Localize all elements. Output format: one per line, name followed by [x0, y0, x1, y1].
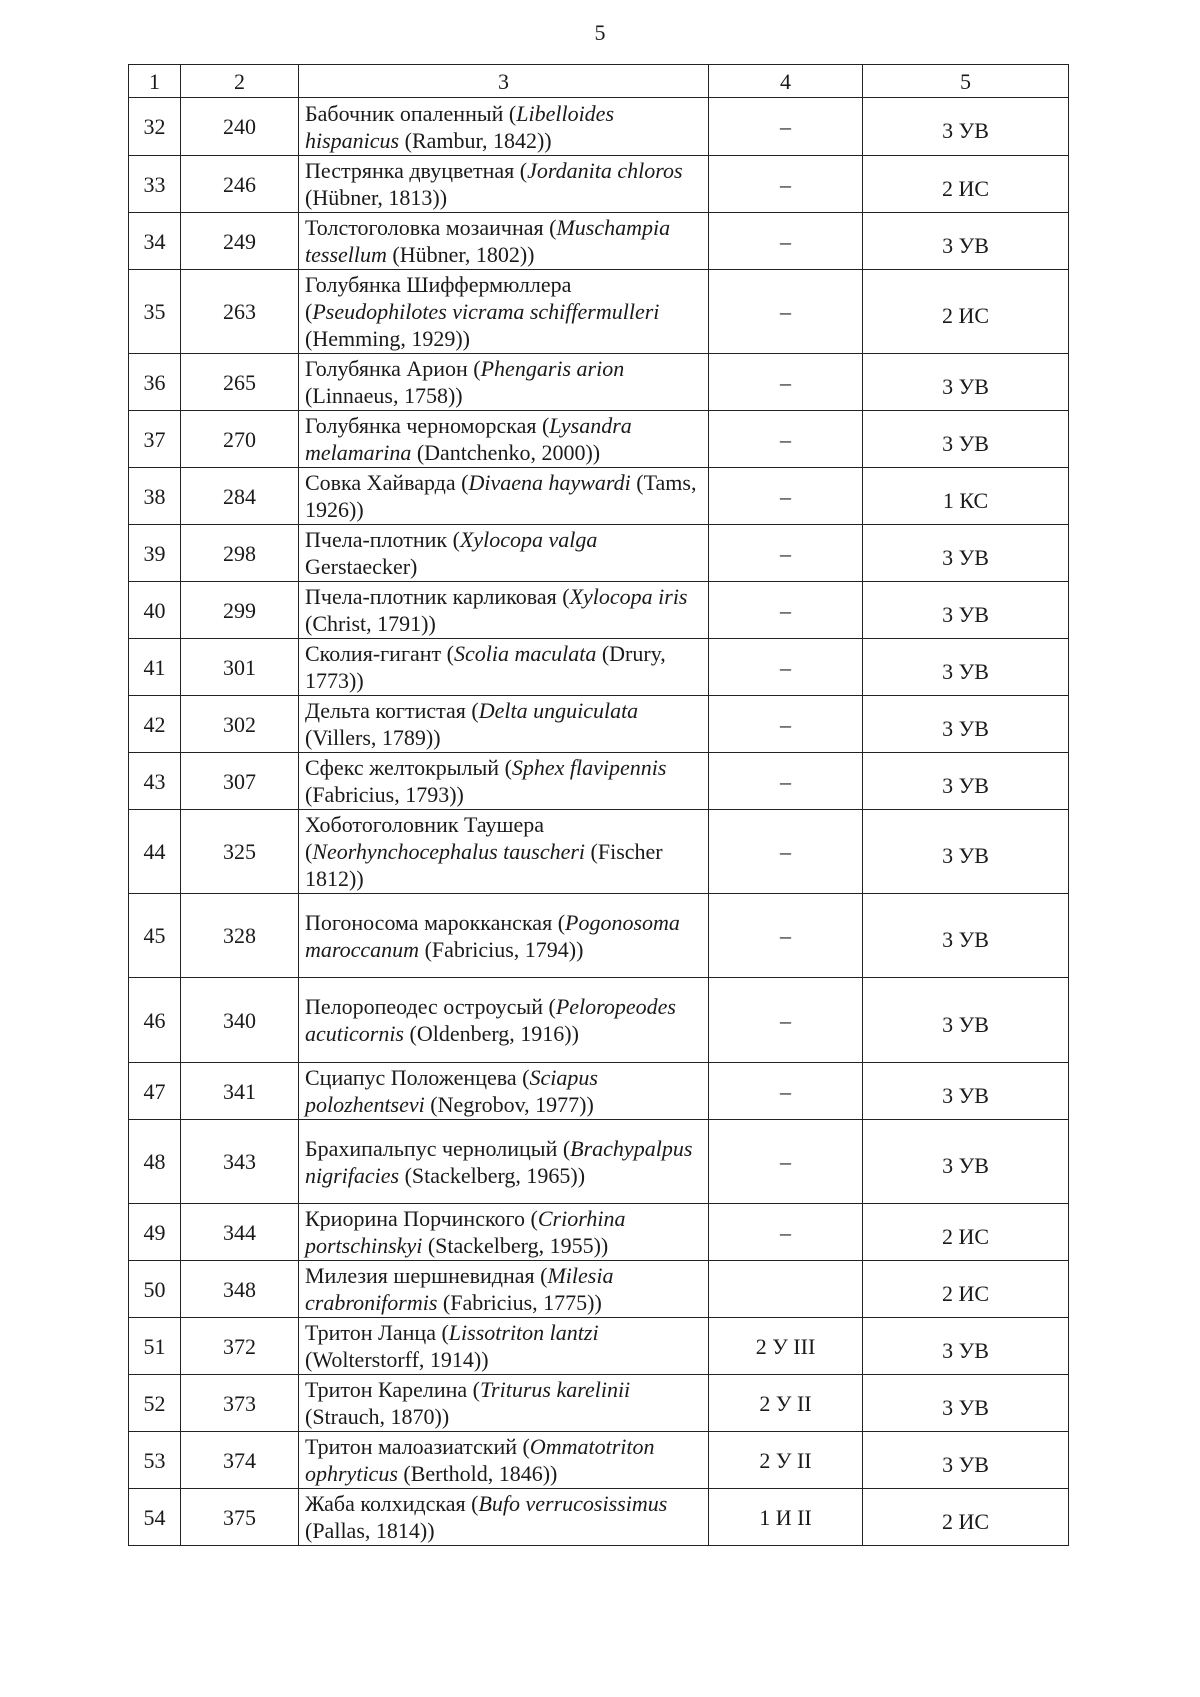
- species-latin-name: Divaena haywardi: [468, 470, 631, 495]
- species-author: (Christ, 1791)): [305, 611, 436, 636]
- species-name-cell: [299, 1261, 709, 1318]
- species-author: (Hübner, 1802)): [386, 242, 535, 267]
- row-number: 35: [129, 270, 181, 354]
- category-col-4: 2 У II: [709, 1375, 863, 1432]
- species-name-cell: [299, 270, 709, 354]
- species-common-name: Жаба колхидская (: [305, 1491, 479, 1516]
- species-name-cell: [299, 525, 709, 582]
- species-latin-name: Bufo verrucosissimus: [478, 1491, 668, 1516]
- header-col-5: 5: [863, 65, 1069, 98]
- row-number: 51: [129, 1318, 181, 1375]
- species-common-name: Совка Хайварда (: [305, 470, 469, 495]
- species-id: 343: [181, 1120, 299, 1204]
- species-author: (Negrobov, 1977)): [424, 1092, 594, 1117]
- row-number: 45: [129, 894, 181, 978]
- species-id: 372: [181, 1318, 299, 1375]
- table-row: [129, 213, 1069, 270]
- table-row: [129, 978, 1069, 1063]
- species-latin-name: Phengaris arion: [480, 356, 625, 381]
- species-name-cell: [299, 468, 709, 525]
- category-col-5: 2 ИС: [863, 1489, 1069, 1546]
- category-col-4: –: [709, 354, 863, 411]
- species-name-cell: [299, 696, 709, 753]
- row-number: 49: [129, 1204, 181, 1261]
- species-id: 340: [181, 978, 299, 1063]
- species-name-cell: [299, 354, 709, 411]
- species-common-name: Сфекс желтокрылый (: [305, 755, 512, 780]
- table-row: [129, 1204, 1069, 1261]
- species-author: (Fabricius, 1794)): [419, 936, 584, 962]
- table-row: [129, 810, 1069, 894]
- table-row: [129, 696, 1069, 753]
- table-row: [129, 1489, 1069, 1546]
- species-name-cell: [299, 753, 709, 810]
- category-col-5: 3 УВ: [863, 639, 1069, 696]
- category-col-5: 2 ИС: [863, 1261, 1069, 1318]
- species-name-cell: [299, 1120, 709, 1204]
- row-number: 46: [129, 978, 181, 1063]
- species-id: 265: [181, 354, 299, 411]
- species-author: (Fabricius, 1775)): [437, 1290, 602, 1315]
- category-col-4: –: [709, 270, 863, 354]
- table-row: [129, 1318, 1069, 1375]
- row-number: 42: [129, 696, 181, 753]
- category-col-4: –: [709, 810, 863, 894]
- category-col-4: –: [709, 213, 863, 270]
- species-author: (Pallas, 1814)): [305, 1518, 435, 1543]
- species-id: 307: [181, 753, 299, 810]
- table-row: [129, 354, 1069, 411]
- table-row: [129, 894, 1069, 978]
- species-name-cell: [299, 98, 709, 156]
- category-col-4: –: [709, 696, 863, 753]
- species-id: 301: [181, 639, 299, 696]
- row-number: 53: [129, 1432, 181, 1489]
- category-col-4: –: [709, 1120, 863, 1204]
- species-latin-name: Libelloides hispanicus: [305, 100, 615, 153]
- row-number: 37: [129, 411, 181, 468]
- species-author: (Dantchenko, 2000)): [411, 440, 601, 465]
- table-row: [129, 270, 1069, 354]
- table-row: [129, 1063, 1069, 1120]
- row-number: 52: [129, 1375, 181, 1432]
- category-col-5: 3 УВ: [863, 1063, 1069, 1120]
- species-common-name: Толстоголовка мозаичная (: [305, 215, 557, 240]
- species-common-name: Тритон Ланца (: [305, 1320, 449, 1345]
- table-body: [129, 98, 1069, 1546]
- species-id: 373: [181, 1375, 299, 1432]
- row-number: 40: [129, 582, 181, 639]
- row-number: 44: [129, 810, 181, 894]
- species-common-name: Голубянка Шиффермюллера (: [305, 272, 572, 324]
- row-number: 33: [129, 156, 181, 213]
- header-row: [129, 65, 1069, 98]
- species-latin-name: Neorhynchocephalus tauscheri: [312, 839, 586, 864]
- species-latin-name: Xylocopa iris: [569, 584, 688, 609]
- category-col-4: 2 У III: [709, 1318, 863, 1375]
- species-author: (Villers, 1789)): [305, 725, 441, 750]
- species-id: 263: [181, 270, 299, 354]
- category-col-5: 3 УВ: [863, 213, 1069, 270]
- category-col-4: –: [709, 978, 863, 1063]
- species-common-name: Пчела-плотник карликовая (: [305, 584, 570, 609]
- category-col-5: 1 КС: [863, 468, 1069, 525]
- page-number: 5: [594, 20, 606, 45]
- species-common-name: Бабочник опаленный (: [305, 100, 517, 126]
- category-col-5: 3 УВ: [863, 582, 1069, 639]
- species-name-cell: [299, 156, 709, 213]
- species-id: 299: [181, 582, 299, 639]
- species-author: (Hemming, 1929)): [305, 326, 470, 351]
- category-col-5: 3 УВ: [863, 411, 1069, 468]
- species-name-cell: [299, 894, 709, 978]
- species-common-name: Голубянка Арион (: [305, 356, 481, 381]
- species-name-cell: [299, 1375, 709, 1432]
- header-col-4: 4: [709, 65, 863, 98]
- species-author: (Strauch, 1870)): [305, 1404, 450, 1429]
- species-latin-name: Pseudophilotes vicrama schiffermulleri: [312, 299, 660, 324]
- species-id: 325: [181, 810, 299, 894]
- species-latin-name: Lissotriton lantzi: [448, 1320, 599, 1345]
- species-common-name: Тритон малоазиатский (: [305, 1434, 530, 1459]
- category-col-5: 3 УВ: [863, 978, 1069, 1063]
- species-name-cell: [299, 1204, 709, 1261]
- category-col-5: 3 УВ: [863, 98, 1069, 156]
- category-col-5: 2 ИС: [863, 270, 1069, 354]
- species-id: 246: [181, 156, 299, 213]
- species-name-cell: [299, 213, 709, 270]
- row-number: 36: [129, 354, 181, 411]
- header-col-2: 2: [181, 65, 299, 98]
- species-common-name: Пестрянка двуцветная (: [305, 158, 528, 183]
- category-col-5: 3 УВ: [863, 894, 1069, 978]
- species-id: 375: [181, 1489, 299, 1546]
- category-col-4: –: [709, 894, 863, 978]
- category-col-5: 3 УВ: [863, 1375, 1069, 1432]
- row-number: 39: [129, 525, 181, 582]
- category-col-4: –: [709, 156, 863, 213]
- category-col-4: –: [709, 639, 863, 696]
- species-latin-name: Criorhina portschinskyi: [305, 1206, 626, 1258]
- row-number: 41: [129, 639, 181, 696]
- species-author: (Fabricius, 1793)): [305, 782, 464, 807]
- species-id: 341: [181, 1063, 299, 1120]
- species-author: (Wolterstorff, 1914)): [305, 1347, 489, 1372]
- category-col-4: –: [709, 582, 863, 639]
- category-col-5: 3 УВ: [863, 1432, 1069, 1489]
- species-name-cell: [299, 1318, 709, 1375]
- species-id: 328: [181, 894, 299, 978]
- species-latin-name: Brachypalpus nigrifacies: [305, 1135, 693, 1188]
- species-common-name: Брахипальпус чернолицый (: [305, 1135, 571, 1161]
- species-latin-name: Xylocopa valga: [459, 527, 598, 552]
- species-latin-name: Scolia maculata: [453, 641, 597, 666]
- species-author: Gerstaecker): [305, 554, 418, 579]
- table-row: [129, 639, 1069, 696]
- species-latin-name: Pogonosoma maroccanum: [305, 909, 680, 962]
- table-row: [129, 582, 1069, 639]
- category-col-4: 2 У II: [709, 1432, 863, 1489]
- species-name-cell: [299, 582, 709, 639]
- species-common-name: Тритон Карелина (: [305, 1377, 481, 1402]
- species-author: (Stackelberg, 1955)): [422, 1233, 609, 1258]
- species-id: 374: [181, 1432, 299, 1489]
- species-author: (Tams, 1926)): [305, 470, 697, 522]
- species-name-cell: [299, 1489, 709, 1546]
- species-latin-name: Ommatotriton ophryticus: [305, 1434, 655, 1486]
- species-name-cell: [299, 639, 709, 696]
- species-name-cell: [299, 810, 709, 894]
- species-latin-name: Delta unguiculata: [478, 698, 639, 723]
- species-common-name: Пчела-плотник (: [305, 527, 460, 552]
- category-col-5: 3 УВ: [863, 1318, 1069, 1375]
- species-id: 249: [181, 213, 299, 270]
- category-col-4: –: [709, 525, 863, 582]
- table-row: [129, 156, 1069, 213]
- species-common-name: Погоносома марокканская (: [305, 909, 566, 935]
- category-col-4: –: [709, 411, 863, 468]
- table-row: [129, 753, 1069, 810]
- category-col-4: –: [709, 1063, 863, 1120]
- table-row: [129, 411, 1069, 468]
- category-col-4: –: [709, 468, 863, 525]
- species-latin-name: Lysandra melamarina: [305, 413, 632, 465]
- species-id: 344: [181, 1204, 299, 1261]
- species-id: 302: [181, 696, 299, 753]
- category-col-4: –: [709, 1204, 863, 1261]
- species-name-cell: [299, 978, 709, 1063]
- table-row: [129, 1261, 1069, 1318]
- species-name-cell: [299, 411, 709, 468]
- species-latin-name: Sciapus polozhentsevi: [305, 1065, 598, 1117]
- header-col-1: 1: [129, 65, 181, 98]
- species-id: 298: [181, 525, 299, 582]
- row-number: 47: [129, 1063, 181, 1120]
- species-latin-name: Triturus karelinii: [480, 1377, 631, 1402]
- species-common-name: Сколия-гигант (: [305, 641, 454, 666]
- species-author: (Drury, 1773)): [305, 641, 666, 693]
- species-id: 240: [181, 98, 299, 156]
- species-author: (Rambur, 1842)): [399, 127, 552, 153]
- species-common-name: Хоботоголовник Таушера (: [305, 812, 545, 864]
- row-number: 38: [129, 468, 181, 525]
- species-name-cell: [299, 1063, 709, 1120]
- species-author: (Stackelberg, 1965)): [399, 1162, 586, 1188]
- category-col-5: 3 УВ: [863, 810, 1069, 894]
- species-latin-name: Peloropeodes acuticornis: [305, 994, 676, 1046]
- species-latin-name: Sphex flavipennis: [511, 755, 667, 780]
- row-number: 54: [129, 1489, 181, 1546]
- row-number: 50: [129, 1261, 181, 1318]
- category-col-4: –: [709, 98, 863, 156]
- species-common-name: Милезия шершневидная (: [305, 1263, 548, 1288]
- species-common-name: Голубянка черноморская (: [305, 413, 550, 438]
- category-col-5: 3 УВ: [863, 525, 1069, 582]
- species-table: [128, 64, 1069, 1546]
- category-col-4: [709, 1261, 863, 1318]
- category-col-5: 3 УВ: [863, 696, 1069, 753]
- species-author: (Hübner, 1813)): [305, 185, 448, 210]
- row-number: 34: [129, 213, 181, 270]
- table-row: [129, 468, 1069, 525]
- row-number: 48: [129, 1120, 181, 1204]
- table-row: [129, 1432, 1069, 1489]
- table-row: [129, 98, 1069, 156]
- header-col-3: 3: [299, 65, 709, 98]
- row-number: 32: [129, 98, 181, 156]
- species-id: 284: [181, 468, 299, 525]
- species-id: 270: [181, 411, 299, 468]
- table-row: [129, 1375, 1069, 1432]
- species-author: (Berthold, 1846)): [397, 1461, 558, 1486]
- species-latin-name: Jordanita chloros: [527, 158, 683, 183]
- species-common-name: Дельта когтистая (: [305, 698, 479, 723]
- species-common-name: Криорина Порчинского (: [305, 1206, 538, 1231]
- category-col-5: 2 ИС: [863, 1204, 1069, 1261]
- category-col-5: 3 УВ: [863, 1120, 1069, 1204]
- table-row: [129, 1120, 1069, 1204]
- species-common-name: Пелоропеодес остроусый (: [305, 994, 556, 1019]
- table-row: [129, 525, 1069, 582]
- species-common-name: Сциапус Положенцева (: [305, 1065, 530, 1090]
- category-col-5: 3 УВ: [863, 753, 1069, 810]
- category-col-4: –: [709, 753, 863, 810]
- species-author: (Fischer 1812)): [305, 839, 663, 891]
- row-number: 43: [129, 753, 181, 810]
- species-id: 348: [181, 1261, 299, 1318]
- category-col-4: 1 И II: [709, 1489, 863, 1546]
- species-latin-name: Milesia crabroniformis: [305, 1263, 614, 1315]
- species-author: (Oldenberg, 1916)): [404, 1021, 579, 1046]
- category-col-5: 2 ИС: [863, 156, 1069, 213]
- species-name-cell: [299, 1432, 709, 1489]
- category-col-5: 3 УВ: [863, 354, 1069, 411]
- species-author: (Linnaeus, 1758)): [305, 383, 463, 408]
- species-latin-name: Muschampia tessellum: [305, 215, 671, 267]
